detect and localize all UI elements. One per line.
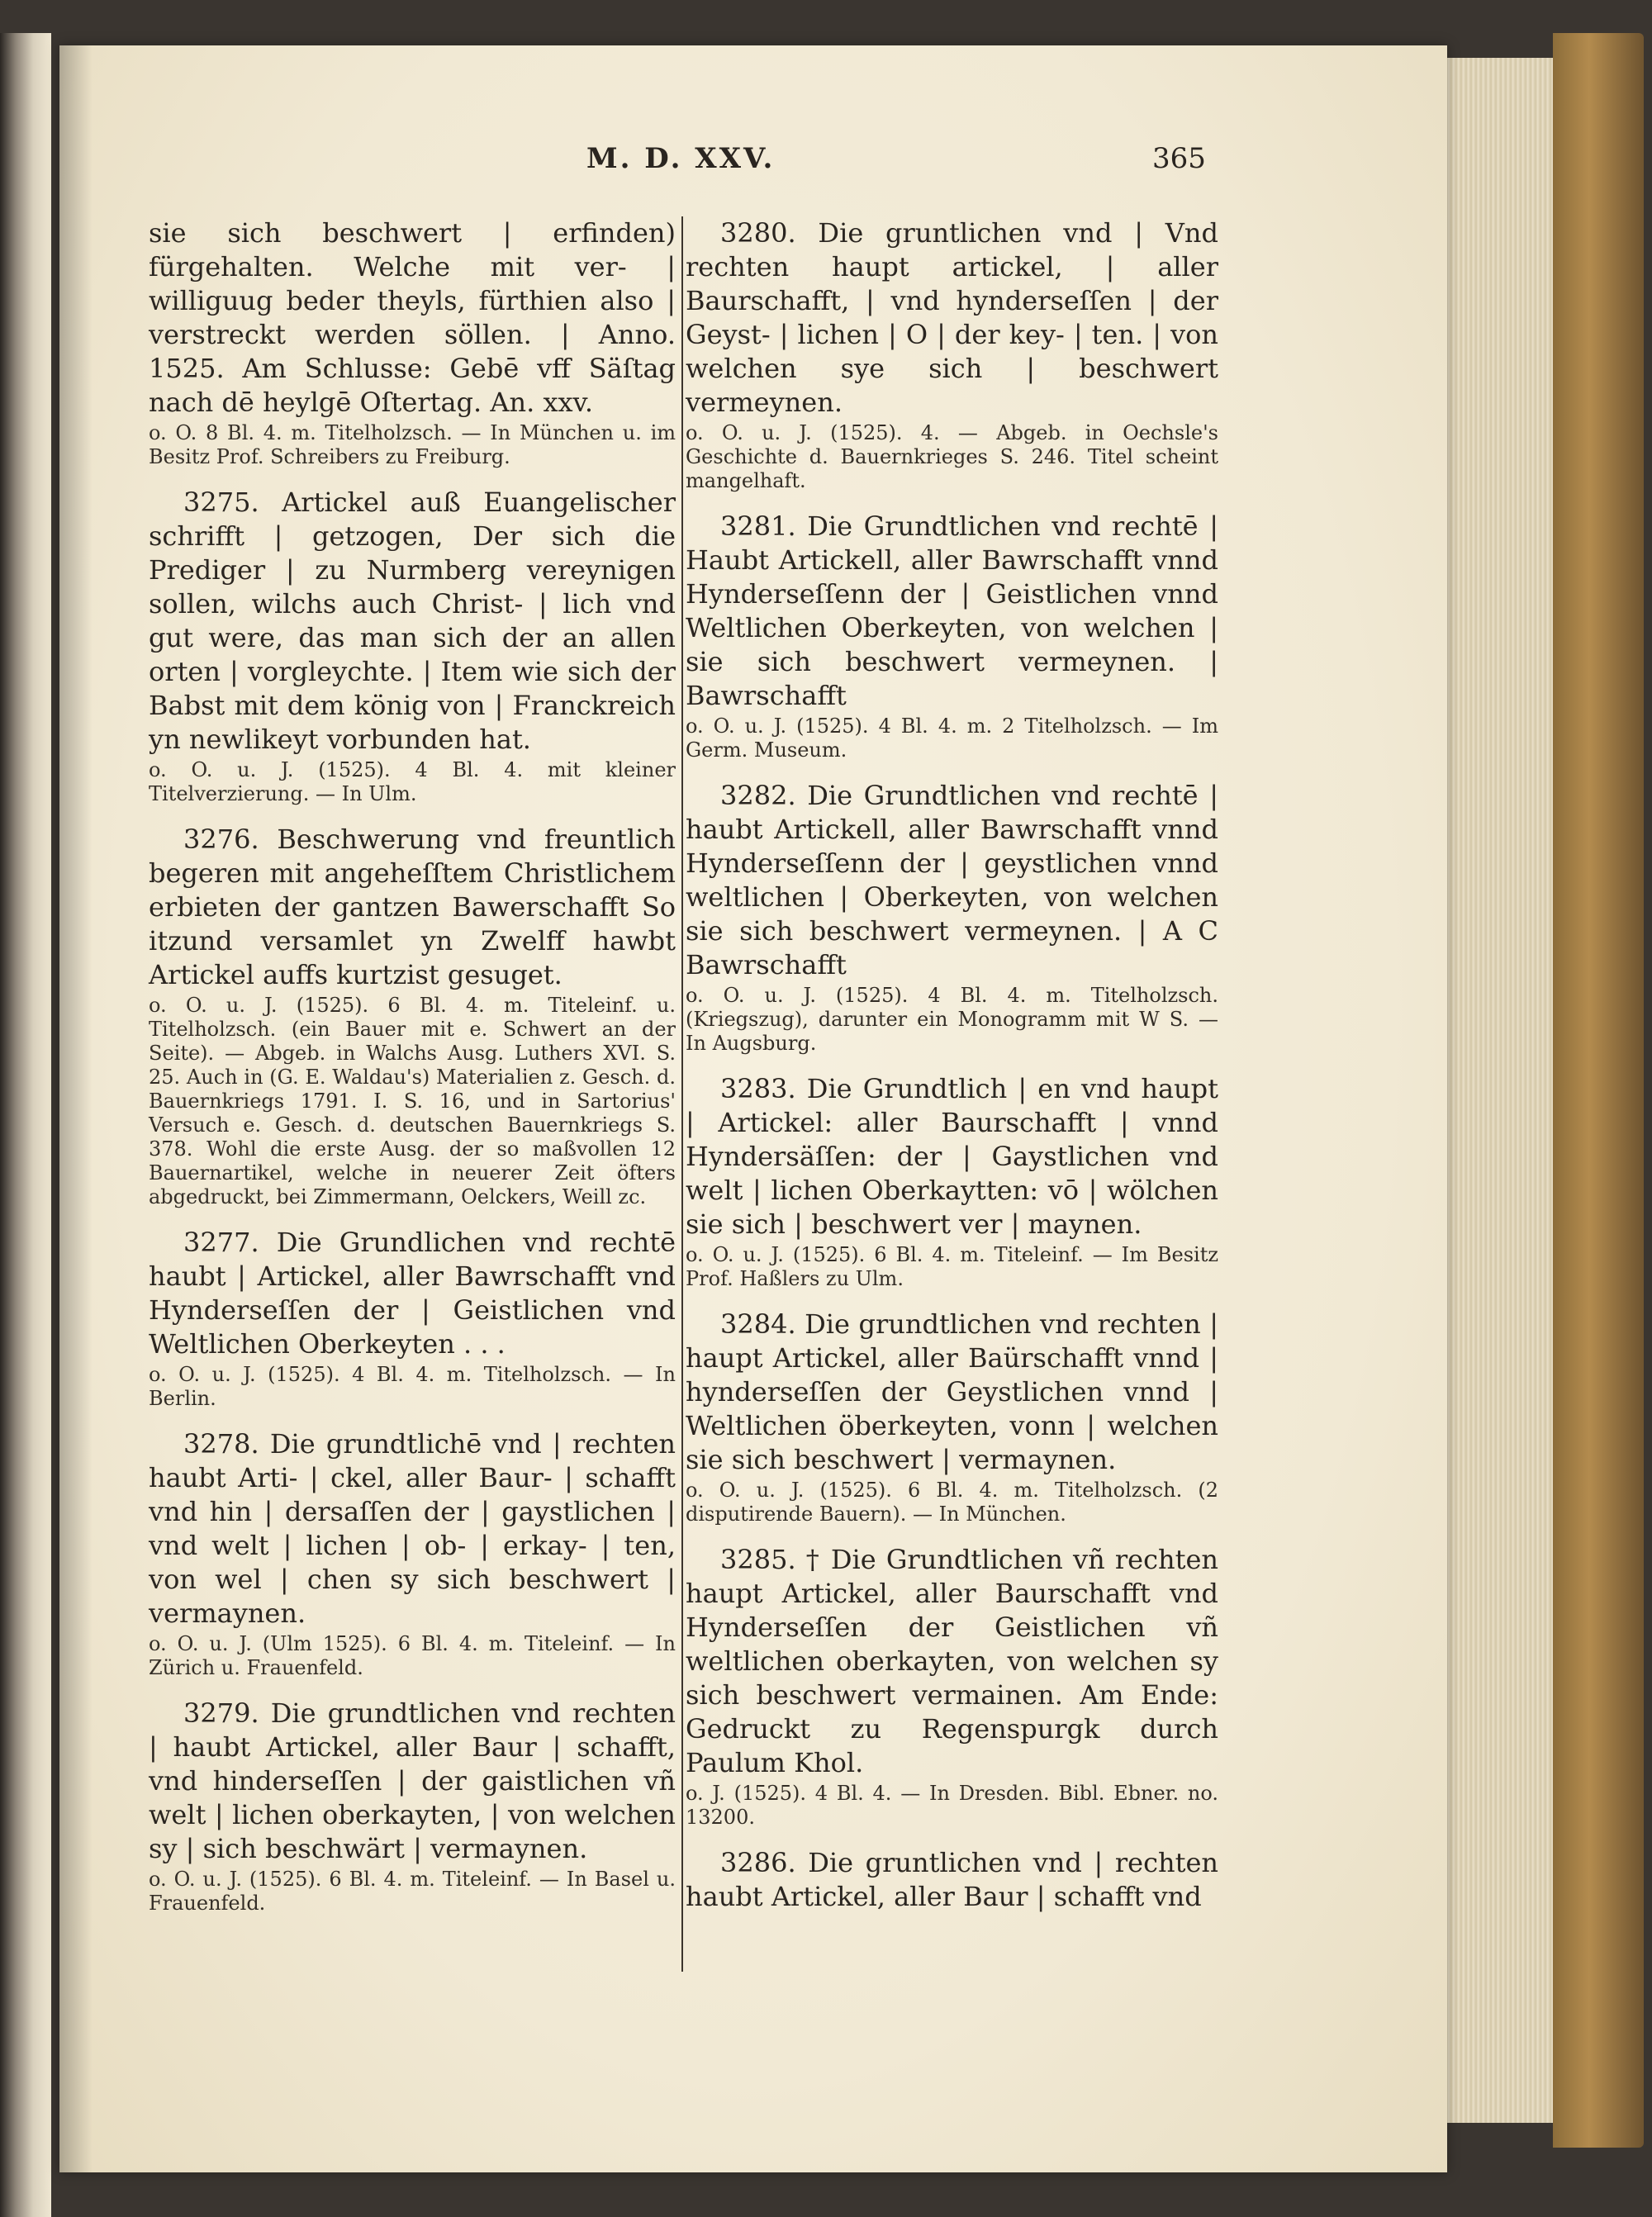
- entry-number: 3283.: [720, 1073, 796, 1104]
- entry-title: † Die Grundtlichen vñ rechten haupt Artickel, aller Baurschafft vnd Hynderseſſen der Geistlichen vñ weltlichen oberkayten, von welchen sy sich beschwert vermainen. Am Ende: Gedruckt zu Regenspurgk durch Paulum Khol.: [686, 1544, 1219, 1778]
- entry-number: 3279.: [183, 1697, 259, 1729]
- entry-title: Die grundtlichen vnd rechten | haubt Artickel, aller Baur | schafft, vnd hinderseſſen | der gaistlichen vñ welt | lichen oberkayten, | von welchen sy | sich beschwärt | vermaynen.: [149, 1697, 676, 1864]
- running-head: M. D. XXV.: [586, 142, 776, 175]
- entry-title: Die Grundtlichen vnd rechtē | Haubt Artickell, aller Bawrschafft vnnd Hynderseſſenn der | Geistlichen vnnd Weltlichen Oberkeyten, von welchen | sie sich beschwert vermeynen. | Bawrschafft: [686, 510, 1219, 711]
- entry-note: o. O. u. J. (1525). 4 Bl. 4. m. Titelholzsch. — In Berlin.: [149, 1363, 676, 1410]
- entry-note: o. O. u. J. (1525). 6 Bl. 4. m. Titeleinf. — Im Besitz Prof. Haßlers zu Ulm.: [686, 1243, 1218, 1290]
- entry-note: o. J. (1525). 4 Bl. 4. — In Dresden. Bibl. Ebner. no. 13200.: [686, 1782, 1218, 1829]
- entry-title: Artickel auß Euangelischer schrifft | getzogen, Der sich die Prediger | zu Nurmberg vereynigen sollen, wilchs auch Christ- | lich vnd gut were, das man sich der an allen orten | vorgleychte. | Item wie sich der Babst mit dem könig von | Franckreich yn newlikeyt vorbunden hat.: [149, 487, 676, 755]
- entry-note: o. O. u. J. (1525). 6 Bl. 4. m. Titeleinf. u. Titelholzsch. (ein Bauer mit e. Schwert an der Seite). — Abgeb. in Walchs Ausg. Luthers XVI. S. 25. Auch in (G. E. Waldau's) Materialien z. Gesch. d. Bauernkriegs 1791. I. S. 16, und in Sartorius' Versuch e. Gesch. d. deutschen Bauernkriegs S. 378. Wohl die erste Ausg. der so maßvollen 12 Bauernartikel, welche in neuerer Zeit öfters abgedruckt, bei Zimmermann, Oelckers, Weill zc.: [149, 994, 676, 1208]
- entry-note: o. O. u. J. (1525). 6 Bl. 4. m. Titeleinf. — In Basel u. Frauenfeld.: [149, 1868, 676, 1915]
- spine-shadow: [59, 45, 93, 2172]
- entry-note: o. O. u. J. (1525). 4 Bl. 4. m. 2 Titelholzsch. — Im Germ. Museum.: [686, 714, 1218, 762]
- entry-title: Die gruntlichen vnd | Vnd rechten haupt artickel, | aller Baurschafft, | vnd hynderseſſen | der Geyst- | lichen | O | der key- | ten. | von welchen sye sich | beschwert vermeynen.: [686, 217, 1219, 418]
- entry-3282: [686, 779, 1218, 1056]
- right-column: [686, 216, 1218, 1930]
- entry-number: 3286.: [720, 1847, 796, 1878]
- left-column: [149, 216, 676, 1932]
- entry-title: Beschwerung vnd freuntlich begeren mit angeheſſtem Christlichem erbieten der gantzen Bawerschafft So itzund versamlet yn Zwelff hawbt Artickel auffs kurtzist gesuget.: [149, 824, 676, 990]
- entry-3280: [686, 216, 1218, 493]
- entry-title: Die Grundlichen vnd rechtē haubt | Artickel, aller Bawrschafft vnd Hynderseſſen der | Geistlichen vnd Weltlichen Oberkeyten . . .: [149, 1227, 676, 1360]
- entry-3275: [149, 486, 676, 806]
- entry-3284: [686, 1308, 1218, 1526]
- entry-number: 3284.: [720, 1308, 796, 1340]
- entry-3277: [149, 1226, 676, 1411]
- entry-3285: [686, 1543, 1218, 1830]
- entry-3283: [686, 1072, 1218, 1291]
- entry-note: o. O. u. J. (1525). 4 Bl. 4. m. Titelholzsch. (Kriegszug), darunter ein Monogramm mit W S. — In Augsburg.: [686, 984, 1218, 1055]
- left-page-edge: [0, 33, 51, 2217]
- entry-title: sie sich beschwert | erfinden) fürgehalten. Welche mit ver- | williguug beder theyls, fürthien also | verstreckt werden söllen. | Anno. 1525. Am Schlusse: Gebē vff Säſtag nach dē heylgē Oſtertag. An. xxv.: [149, 217, 676, 418]
- entry-title: Die grundtlichē vnd | rechten haubt Arti- | ckel, aller Baur- | schafft vnd hin | dersaſſen der | gaystlichen | vnd welt | lichen | ob- | erkay- | ten, von wel | chen sy sich beschwert | vermaynen.: [149, 1428, 676, 1629]
- entry-number: 3278.: [183, 1428, 259, 1460]
- entry-3281: [686, 510, 1218, 762]
- entry-continuation: [149, 216, 676, 469]
- column-divider: [681, 216, 683, 1972]
- entry-3279: [149, 1697, 676, 1916]
- entry-title: Die grundtlichen vnd rechten | haupt Artickel, aller Baürschafft vnnd | hynderseſſen der Geystlichen vnnd | Weltlichen öberkeyten, vonn | welchen sie sich beschwert | vermaynen.: [686, 1308, 1219, 1475]
- entry-number: 3280.: [720, 217, 796, 249]
- entry-note: o. O. u. J. (1525). 6 Bl. 4. m. Titelholzsch. (2 disputirende Bauern). — In München.: [686, 1479, 1218, 1526]
- book-cover-edge: [1553, 33, 1644, 2148]
- entry-3276: [149, 823, 676, 1209]
- page-number: 365: [1152, 142, 1206, 175]
- entry-number: 3282.: [720, 780, 796, 811]
- entry-number: 3277.: [183, 1227, 259, 1258]
- entry-note: o. O. u. J. (1525). 4 Bl. 4. mit kleiner Titelverzierung. — In Ulm.: [149, 758, 676, 805]
- entry-title: Die gruntlichen vnd | rechten haubt Artickel, aller Baur | schafft vnd: [686, 1847, 1219, 1912]
- entry-note: o. O. u. J. (1525). 4. — Abgeb. in Oechsle's Geschichte d. Bauernkrieges S. 246. Titel scheint mangelhaft.: [686, 421, 1218, 492]
- entry-number: 3285.: [720, 1544, 796, 1575]
- entry-number: 3281.: [720, 510, 796, 542]
- entry-title: Die Grundtlichen vnd rechtē | haubt Artickell, aller Bawrschafft vnnd Hynderseſſenn der | geystlichen vnnd weltlichen | Oberkeyten, von welchen sie sich beschwert vermeynen. | A C Bawrschafft: [686, 780, 1219, 980]
- entry-note: o. O. u. J. (Ulm 1525). 6 Bl. 4. m. Titeleinf. — In Zürich u. Frauenfeld.: [149, 1632, 676, 1679]
- entry-3286: [686, 1846, 1218, 1914]
- entry-title: Die Grundtlich | en vnd haupt | Artickel: aller Baurschafft | vnnd Hyndersäſſen: der | Gaystlichen vnd welt | lichen Oberkaytten: vō | wölchen sie sich | beschwert ver | maynen.: [686, 1073, 1219, 1240]
- entry-3278: [149, 1427, 676, 1680]
- entry-note: o. O. 8 Bl. 4. m. Titelholzsch. — In München u. im Besitz Prof. Schreibers zu Freiburg.: [149, 421, 676, 468]
- entry-number: 3275.: [183, 487, 259, 518]
- entry-number: 3276.: [183, 824, 259, 855]
